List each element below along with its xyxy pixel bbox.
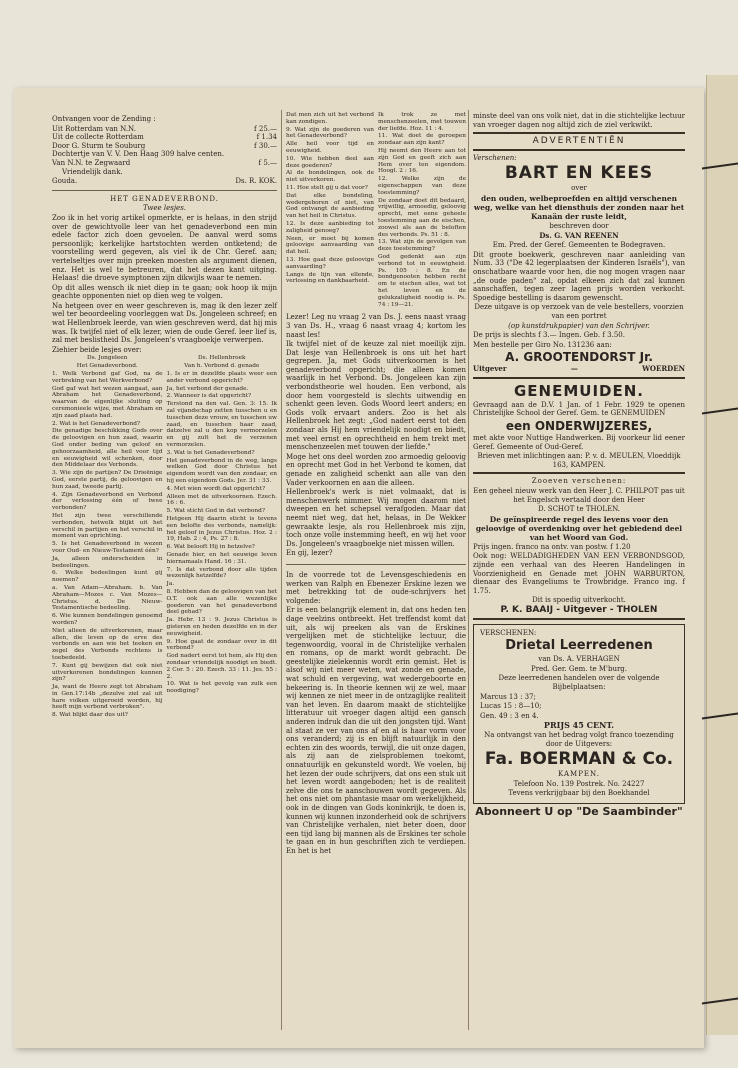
ad-verhagen-desc: Deze leerredenen handelen over de volgende Bijbelplaatsen:	[498, 674, 660, 691]
article-title: HET GENADEVERBOND.	[110, 194, 219, 203]
catechism-item: Ja, want de Heere zegt tot Abraham in Gen.17:14b „dezulve ziel zal uit hare volken uitgeroeid worden, hij heeft mijn verbond verbroken".	[52, 684, 163, 711]
ad-philpot-body: Een geheel nieuw werk van den Heer J. C. PHILPOT pas uit het Engelsch vertaald door den Heer	[473, 487, 685, 504]
advertisements-header: ADVERTENTIËN	[532, 136, 626, 147]
catechism-item: 11. Hoe stelt gij u dat voor?	[286, 184, 368, 191]
catechism-item: Ja. Hebr. 13 : 9. Jezus Christus is gisteren en heden dezelfde en in der eeuwigheid.	[166, 617, 277, 637]
donation-amount: f 1.34	[256, 133, 277, 142]
erskine-continued: minste deel van ons volk niet, dat in die stichtelijke lectuur van vroeger dagen nog altijd zich de ziel verkwikt.	[473, 112, 685, 129]
catechism-item: 10. Wat is het gevolg van zulk een noodiging?	[166, 681, 277, 695]
catechism-item: 8. Wat blijkt daar dus uit?	[52, 712, 128, 719]
catechism-item: 7. Is dat verbond door alle tijden wezenlijk hetzelfde?	[166, 566, 277, 580]
catechism-item: 3. Wie zijn de partijen? De Drieënige God, eerste partij, de geloovigen en hun zaad, tweede partij.	[52, 470, 163, 490]
next-page-edge	[706, 75, 738, 1035]
ad-philpot-title: De geïnspireerde regel des levens voor den geloovige of overdenking over het gebiedend deel van het Woord van God.	[475, 514, 683, 542]
catechism-item: Het zijn twee verschillende verbonden, hetwelk blijkt uit het verschil in partijen en het verschil in moment van oprichting.	[52, 512, 163, 540]
catechism-item: a. Van Adam—Abraham. b. Van Abraham—Mozes c. Van Mozes— Christus. d. De Nieuw-Testamentische bedeeling.	[52, 584, 163, 612]
catechism-item: Hij neemt den Heere aan tot zijn God en geeft zich aan Hem over ten eigendom. Hoogl. 2 : 16.	[378, 147, 466, 175]
donation-amount: f 5.—	[258, 158, 277, 167]
divider	[473, 618, 685, 620]
publisher-role: Uitgever	[473, 364, 507, 374]
ad-verschenen: Verschenen:	[473, 153, 517, 162]
signer: Ds. R. KOK.	[235, 177, 277, 186]
ad-verhagen-by: van Ds. A. VERHAGEN	[538, 655, 620, 664]
signature-line	[52, 177, 277, 186]
catechism-item: Hetgeen Hij daarin sticht is tevens een belofte des verbonds, namelijk: het geloof in Jezus Christus. Hoz. 2 : 19, Hab. 2 : 4, Ps. 27 : 8.	[166, 515, 277, 543]
ad-onderwijzeres: een ONDERWIJZERES,	[505, 419, 653, 434]
donation-label: Dochtertje van V. V. Den Haag 309 halve centen.	[52, 150, 225, 159]
ad-publisher-line	[473, 365, 685, 374]
ad-warburton: Ook nog: WELDADIGHEDEN VAN EEN VERBONDSGOD, zijnde een verhaal van des Heeren Handelingen in Voorzienigheid en Genade met JOHN WARBURTON, dienaar des Evangeliums te Trowbridge. Franco ing. f 1.75.	[473, 552, 685, 595]
column-2	[286, 112, 466, 857]
ad-zooeven-heading: Zooeven verschenen:	[531, 477, 627, 486]
column-rule	[468, 110, 469, 1030]
catechism-item: 5. Wat sticht God in dat verbond?	[166, 508, 265, 515]
catechism-item: 1. Welk Verbond gaf God, na de verbreking van het Werkverbond?	[52, 371, 163, 384]
donations-list	[52, 125, 277, 168]
ad-verhagen-title: Drietal Leerredenen	[505, 638, 653, 654]
catechism-item: 7. Kunt gij bewijzen dat ook niet uitverkorenen bondelingen kunnen zijn?	[52, 662, 163, 683]
divider	[473, 472, 685, 474]
catechism-item: Ja, het verbond der genade.	[166, 385, 249, 392]
catechism-item: Dat elke bondeling, wedergeboren of niet, van God ontvangt de aanbieding van het heil in Christus.	[286, 192, 374, 220]
donation-row	[52, 133, 277, 142]
ad-author-info: Em. Pred. der Geref. Gemeenten te Bodegraven.	[492, 241, 666, 250]
ad-genemuiden-title: GENEMUIDEN.	[514, 381, 644, 400]
hellenbroek-title: Van h. Verbond d. genade	[184, 363, 260, 370]
paragraph: In de voorrede tot de Levensgeschiedenis en werken van Ralph en Ebenezer Erskine lezen we met betrekking tot de oude-schrijvers het volgende:	[286, 570, 466, 605]
divider	[286, 564, 466, 565]
catechism-item: 3. Wat is het Genadeverbond?	[166, 449, 255, 456]
donation-row	[52, 125, 277, 134]
catechism-item: Al de bondelingen, ook de niet uitverkoren.	[286, 170, 374, 184]
catechism-item: Terstond na den val. Gen. 3: 15. Ik zal vijandschap zetten tusschen u en tusschen deze vrouw, en tusschen uw zaad, en tusschen haar zaad, datzelve zal u den kop vermorzelen en gij zult het de verzenen vermorzelen.	[166, 401, 277, 448]
publisher-place: WOERDEN	[642, 364, 685, 374]
catechism-item: 13. Hoe gaat deze geloovige aanvaarding?	[286, 256, 374, 270]
paragraph: Er is een belangrijk element in, dat ons heden ten dage veelzins ontbreekt. Het treffendst komt dat uit, als wij preeken als van de Erskines vergelijken met de stichtelijke lectuur, die tegenwoordig, vooral in de Christelijke verhalen en romans, op de markt wordt gebracht. De geestelijke zielekennis wordt erin gemist. Het is alsof wij niet meer weten, wat zonde en genade, wat schuld en vergeving, wat wedergeboorte en bekeering is. In theorie kennen wij ze wel, maar wij kennen ze niet meer in de ontzaglijke realiteit van het leven. En daarom maakt de stichtelijke litteratuur uit vroeger dagen altijd een gansch anderen indruk dan die uit den jongsten tijd. Want al staat ze ver van ons af en al is haar vorm voor ons veranderd; zij is en blijft natuurlijk in den echten zin des woords, terwijl, die uit onze dagen, als zij aan de zielsproblemen toekomt, onnatuurlijk en gekunsteld wordt. We voelen, bij het lezen der oude schrijvers, dat ons een stuk uit het leven wordt aangeboden; het is de realiteit zelve die ons te aanschouwen wordt gegeven. Als het ons niet om phantasie maar om werkelijkheid, ook in de dingen van Gods koninkrijk, te doen is, kunnen wij kunnen inzonderheid ook de schrijvers van Christelijke verhalen, niet beter doen, door een tijd lang bij mannen als de Erskines ter schole te gaan en in hun geschriften zich te verdiepen. En het is het	[286, 606, 466, 855]
column-1	[52, 115, 277, 720]
donation-label: Door G. Sturm te Souburg	[52, 141, 146, 150]
article-body	[52, 214, 277, 355]
divider	[52, 190, 277, 191]
ad-giro: Men bestelle per Giro No. 131236 aan:	[473, 340, 612, 349]
ad-verhagen-by2: Pred. Ger. Gem. te M'burg.	[530, 664, 628, 673]
ad-edition-note: (op kunstdrukpapier) van den Schrijver.	[508, 321, 650, 330]
ad-description: den ouden, welbeproefden en altijd verschenen weg, welke van het diensthuis der zonden naar het Kanaän der ruste leidt,	[473, 193, 685, 221]
paragraph: Op dit alles wensch ik niet diep in te gaan; ook hoop ik mijn geachte opponenten niet op dien weg te volgen.	[52, 283, 277, 301]
divider	[473, 377, 685, 379]
donation-row	[52, 142, 277, 151]
ad-publisher: A. GROOTENDORST Jr.	[505, 350, 653, 365]
donation-row	[52, 150, 277, 159]
column-3	[473, 112, 685, 817]
donation-amount: f 30.—	[254, 141, 277, 150]
article-conclusion	[286, 313, 466, 558]
catechism-item: 2. Wat is het Genadeverbond?	[52, 420, 141, 427]
catechism-item: 11. Wat doet de geroepen zondaar aan zijn kant?	[378, 133, 466, 147]
ad-boerman-phone: Telefoon No. 139 Postrek. No. 24227	[513, 779, 645, 788]
catechism-item: God nadert eerst tot hem, als Hij den zondaar vriendelijk noodigt en biedt. 2 Cor. 5 : 20. Ezech. 33 : 11. Jes. 55 : 2.	[166, 653, 277, 680]
hellenbroek-continued	[378, 112, 466, 309]
column-rule	[281, 110, 282, 1030]
paragraph: Ik twijfel niet of de keuze zal niet moeilijk zijn. Dat lesje van Hellenbroek is ons uit het hart gegrepen. Ja, met Gods uitverkoornen is het genadeverbond opgericht; die alleen komen waarlijk in het Verbond. Ds. Jongeleen kan zijn verbondstheorie wel houden. Een verbond, als door hem voorgesteld is slechts uitwendig en schenkt geen leven. Gods Woord leert anders; en Gods volk ervaart anders. Zoo is het als Hellenbroek het zegt: „God nadert eerst tot den zondaar als Hij hem vriendelijk noodigt en biedt, met veel ernst en oprechtheid en hem trekt met menschenzeelen met touwen der liefde."	[286, 340, 466, 452]
ad-baaij-publisher: P. K. BAAIJ - Uitgever - THOLEN	[500, 604, 658, 615]
ad-author: Ds. G. VAN REENEN	[539, 230, 619, 240]
ad-price: De prijs is slechts f 3.— Ingen. Geb. f 3.50.	[473, 331, 625, 340]
catechism-item: Alle heil voor tijd en eeuwigheid.	[286, 141, 374, 154]
ad-boerman-place: KAMPEN.	[558, 770, 600, 779]
ad-verhagen-price: PRIJS 45 CENT.	[543, 720, 615, 731]
ad-verhagen-note: Na ontvangst van het bedrag volgt franco toezending door de Uitgevers:	[484, 730, 674, 748]
ad-body: Dit groote boekwerk, geschreven naar aanleiding van Num. 33 ("De 42 legerplaatsen der Kinderen Israëls"), van onschatbare waarde voor hen, die nog mogen vragen naar „de oude paden" zal, opdat elkeen zich dat zal kunnen aanschaffen, tegen zeer lagen prijs worden verkocht. Spoedige bestelling is daarom gewenscht.	[473, 250, 685, 302]
catechism-item: 5. Is het Genadeverbond in wezen voor Oud- en Nieuw-Testament één?	[52, 541, 163, 554]
catechism-item: Genade hier, en het eeuwige leven hiernamaals Hand. 16 : 31.	[166, 551, 277, 565]
donations-title: Ontvangen voor de Zending :	[52, 115, 156, 123]
catechism-item: God gaf wat het wezen aangaat, aan Abraham het Genadeverbond, waarvan de eigenlijke sluiting op ceremonieele wijze, met Abraham en zijn zaad plaats had.	[52, 385, 163, 419]
ad-genemuiden-body: Gevraagd aan de D.V. 1 Jan. of 1 Febr. 1929 te openen Christelijke School der Geref. Gem. te GENEMUIDEN	[473, 400, 685, 418]
place: Gouda.	[52, 177, 78, 186]
catechism-item: 8. Hebben dan de geloovigen van het O.T. ook aan alle wezenlijke goederen van het genadeverbond deel gehad?	[166, 588, 277, 616]
catechism-item: 12. Is deze aanbieding tot zaligheid genoeg?	[286, 220, 374, 234]
comparison-columns-continued	[286, 112, 466, 309]
catechism-item: God gedenkt aan zijn verbond tot in eeuwigheid. Ps. 105 : 8. En de bondgenooten hebben recht om te eischen alles, wat tot het leven en de gelukzaligheid noodig is. Ps. 74 : 19—21.	[378, 253, 466, 308]
ad-boerman-dist: Tevens verkrijgbaar bij den Boekhandel	[508, 789, 650, 798]
paragraph: En gij, lezer?	[286, 549, 333, 558]
ad-philpot-price: Prijs ingen. franco na ontv. van postw. f 1.20	[473, 542, 631, 551]
catechism-item: Het genadeverbond in de weg, langs welken God door Christus het eigendom wordt van den zondaar, en hij een eigendom Gods. Jer. 31 : 33.	[166, 457, 277, 484]
paragraph: Lezer! Leg nu vraag 2 van Ds. J. eens naast vraag 3 van Ds. H., vraag 6 naast vraag 4; kortom les naast les!	[286, 313, 466, 339]
jongeleen-continued	[286, 112, 374, 309]
ad-verhagen-heading: VERSCHENEN:	[480, 628, 537, 637]
catechism-item: Ja.	[166, 581, 175, 588]
erskine-article	[286, 571, 466, 856]
catechism-item: Alleen met de uitverkoornen. Ezech. 16 : 6.	[166, 493, 277, 507]
donation-label: Uit Rotterdam van N.N.	[52, 124, 136, 133]
paragraph: Na hetgeen over en weer geschreven is, mag ik den lezer zelf wel ter beoordeeling voorleggen wat Ds. Jongeleen schreef; en wat Hellenbroek leerde, van wien geschreven werd, dat hij mis was. Ik twijfel niet of elk lezer, wien de oude Geref. leer lief is, zal met beslistheid Ds. Jongeleen's vraagboekje verwerpen.	[52, 301, 277, 345]
hellenbroek-head: Ds. Hellenbroek	[197, 355, 246, 362]
thanks-text: Vriendelijk dank.	[62, 167, 123, 176]
hellenbroek-column	[167, 355, 278, 720]
bible-ref: Lucas 15 : 8—10;	[480, 702, 542, 711]
catechism-item: 1. Is er in dezelfde plaats weer een ander verbond opgericht?	[166, 371, 277, 384]
jongeleen-column	[52, 355, 163, 720]
catechism-item: 4. Met wien wordt dat opgericht?	[166, 485, 266, 492]
ad-note: Dit is spoedig uitverkocht.	[532, 596, 626, 605]
catechism-item: 6. Welke bedeelingen kunt gij noemen?	[52, 570, 163, 584]
divider	[473, 149, 685, 151]
ad-verhagen-box	[473, 624, 685, 804]
bible-ref: Marcus 13 : 37;	[480, 692, 536, 701]
catechism-item: 2. Wanneer is dat opgericht?	[166, 393, 252, 400]
ad-bart-en-kees-title: BART EN KEES	[504, 163, 654, 184]
ad-beschreven: beschreven door	[549, 221, 609, 230]
catechism-item: 6. Wie kunnen bondelingen genoemd worden?	[52, 613, 163, 626]
catechism-item: Neen, er moet bij komen geloovige aanvaarding van dat heil.	[286, 235, 374, 256]
donation-row	[52, 159, 277, 168]
paragraph: Zoo ik in het vorig artikel opmerkte, er is helaas, in den strijd over de gewichtvolle leer van het genadeverbond een min edele factor zich doen gevoelen. De aanval werd soms persoonlijk; kerkelijke hartstochten werden ontketend; de voorstelling werd gegeven, als viel ik de Chr. Geref. aan; vertelseltjes over mijn preeken moesten als argument dienen, enz. Het is wel te betreuren, dat het dezen kant uitging. Helaas! die droeve symptonen zijn dikwijls waar te nemen.	[52, 213, 277, 283]
donation-label: Van N.N. te Zegwaard	[52, 158, 131, 167]
donation-amount: f 25.—	[254, 124, 277, 133]
bible-ref: Gen. 49 : 3 en 4.	[480, 711, 539, 720]
catechism-item: 9. Hoe gaat de zondaar over in dit verbond?	[166, 638, 277, 652]
comparison-columns	[52, 355, 277, 720]
catechism-item: 13. Wat zijn de gevolgen van deze toestemming?	[378, 239, 466, 253]
ad-genemuiden-body2: met akte voor Nuttige Handwerken. Bij voorkeur lid eener Geref. Gemeente of Oud-Geref.	[473, 434, 685, 451]
catechism-item: Ja, alleen onderscheiden in bedeelingen.	[52, 555, 163, 569]
ad-verhagen-refs	[480, 693, 678, 721]
ad-edition: Deze uitgave is op verzoek van de vele bestellers, voorzien van een portret	[474, 303, 684, 320]
catechism-item: Langs de lijn van ellende, verlossing en dankbaarheid.	[286, 271, 374, 285]
article-subtitle: Twee lesjes.	[142, 204, 187, 213]
ad-boerman-title: Fa. BOERMAN & Co.	[484, 749, 674, 770]
catechism-item: 10. Wie hebben deel aan deze goederen?	[286, 155, 374, 169]
catechism-item: 9. Wat zijn de goederen van het Genadeverbond?	[286, 126, 374, 140]
ad-genemuiden-contact: Brieven met inlichtingen aan: P. v. d. MEULEN, Vloeddijk 163, KAMPEN.	[477, 452, 681, 469]
ad-over: over	[571, 184, 587, 193]
paragraph: Ziehier beide lesjes over:	[52, 345, 142, 354]
catechism-item: 4. Zijn Genadeverbond en Verbond der verlossing één of twee verbonden?	[52, 491, 163, 512]
divider	[473, 132, 685, 134]
ad-saambinder: Abonneert U op "De Saambinder"	[475, 804, 683, 818]
paragraph: Hellenbroek's werk is niet volmaakt, dat is menschenwerk nimmer. Wij mogen daarom niet dweepen en het schepsel verafgoden. Maar dat neemt niet weg, dat het, helaas, in De Wekker gewraakte lesje, als rou Hellenbroek mis zijn, toch onze volle instemming heeft, en wij het voor Ds. Jongeleen's vraagboekje niet missen willen.	[286, 488, 466, 548]
donation-label: Uit de collecte Rotterdam	[52, 133, 144, 142]
catechism-item: 6. Wat belooft Hij in hetzelve?	[166, 544, 255, 551]
catechism-item: Niet alleen de uitverkorenen, maar allen, die leven op de erve des verbonds en aan wie het teeken en zegel des Verbonds rechtens is toebedeeld.	[52, 627, 163, 661]
catechism-item: De zondaar doet dit bedaard, vrijwillig, armoedig, geloovig oprecht, met eene geheele toestemming aan de eischen, zoowel als aan de beloften des verbonds. Ps. 51 : 8.	[378, 197, 466, 238]
paragraph: Moge het ons deel worden zoo armoedig geloovig en oprecht met God in het Verbond te komen, dat genade en zaligheid schenkt aan alle van den Vader verkoornen en aan die alleen.	[286, 452, 466, 487]
jongeleen-title: Het Genadeverbond.	[76, 363, 138, 370]
catechism-item: Dat men zich uit het verbond kan zondigen.	[286, 112, 374, 125]
publisher-dash: —	[570, 364, 578, 374]
catechism-item: Ik trok ze met menschenzeelen, met touwen der liefde. Hoz. 11 : 4.	[378, 112, 466, 132]
jongeleen-head: Ds. Jongeleen	[87, 355, 128, 362]
ad-translator: D. SCHOT te THOLEN.	[537, 505, 621, 514]
catechism-item: Die genadige beschikking Gods over de geloovigen en hun zaad, waarin God onder beding van geloof en gehoorzaamheid, alle heil voor tijd en eeuwigheid wil schenken, door den Middelaar des Verbonds.	[52, 428, 163, 469]
catechism-item: 12. Welke zijn de eigenschappen van deze toestemming?	[378, 176, 466, 196]
